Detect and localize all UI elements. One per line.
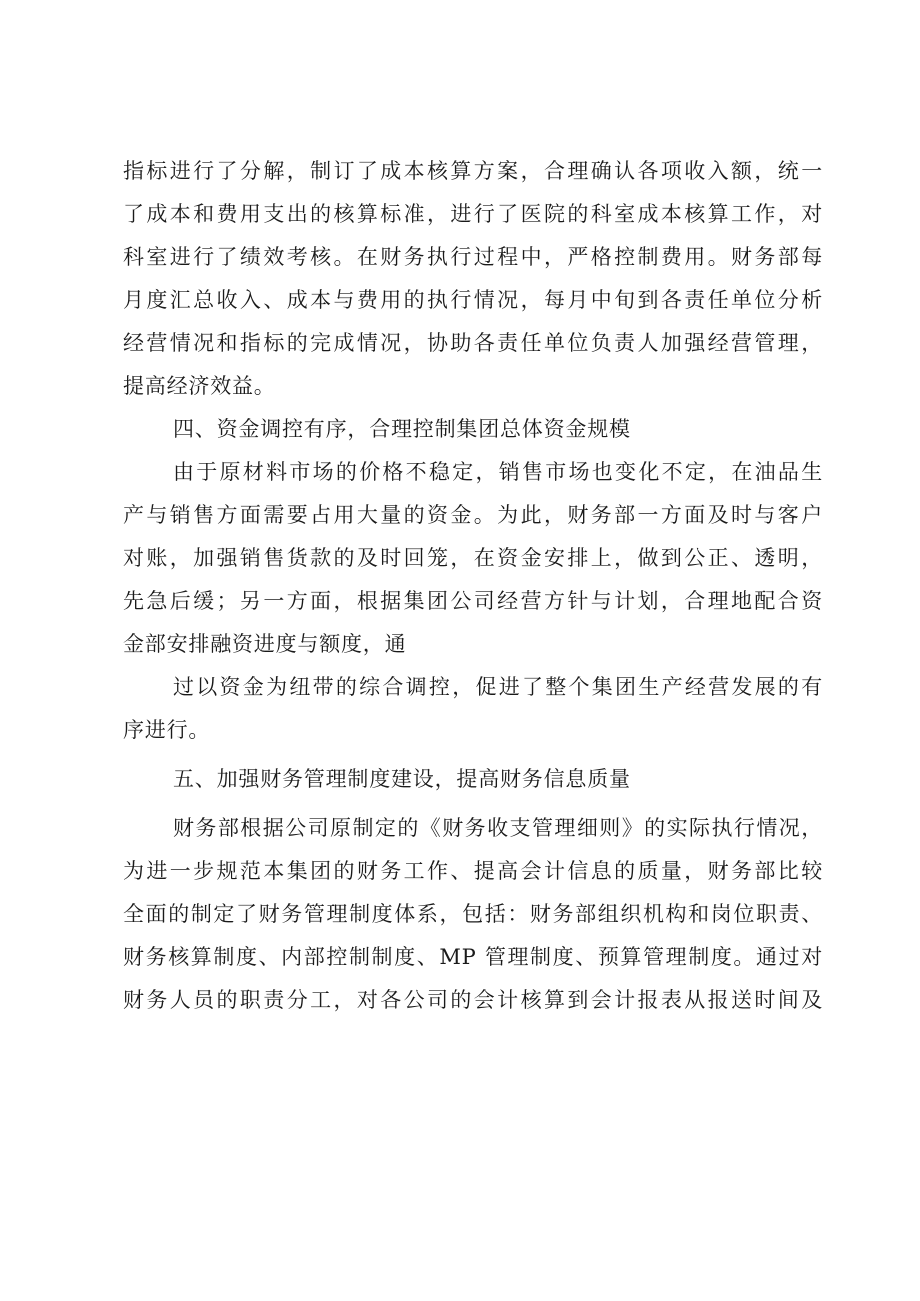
document-body [123, 150, 823, 1022]
paragraph-funds [123, 451, 823, 666]
text-line: 指标进行了分解，制订了成本核算方案，合理确认各项收入额，统一 [123, 159, 823, 183]
text-line: 全面的制定了财务管理制度体系，包括：财务部组织机构和岗位职责、 [123, 902, 823, 926]
section-heading-four: 四、资金调控有序，合理控制集团总体资金规模 [173, 417, 631, 441]
text-line: 财务部根据公司原制定的《财务收支管理细则》的实际执行情况， [173, 816, 823, 840]
text-line: 序进行。 [123, 718, 211, 742]
text-line: 财务核算制度、内部控制制度、MP 管理制度、预算管理制度。通过对 [123, 945, 823, 969]
text-line: 产与销售方面需要占用大量的资金。为此，财务部一方面及时与客户 [123, 503, 823, 527]
text-line: 月度汇总收入、成本与费用的执行情况，每月中旬到各责任单位分析 [123, 288, 823, 312]
text-line: 财务人员的职责分工，对各公司的会计核算到会计报表从报送时间及 [123, 988, 823, 1012]
text-line: 为进一步规范本集团的财务工作、提高会计信息的质量，财务部比较 [123, 859, 823, 883]
text-line: 经营情况和指标的完成情况，协助各责任单位负责人加强经营管理， [123, 331, 823, 355]
paragraph-cost-accounting [123, 150, 823, 408]
text-line: 由于原材料市场的价格不稳定，销售市场也变化不定，在油品生 [173, 460, 823, 484]
text-line: 科室进行了绩效考核。在财务执行过程中，严格控制费用。财务部每 [123, 245, 823, 269]
section-heading-five: 五、加强财务管理制度建设，提高财务信息质量 [173, 767, 631, 791]
text-line: 先急后缓；另一方面，根据集团公司经营方针与计划，合理地配合资 [123, 589, 823, 613]
text-line: 过以资金为纽带的综合调控，促进了整个集团生产经营发展的有 [173, 675, 823, 699]
paragraph-funds-continued [123, 666, 823, 752]
text-line: 对账，加强销售货款的及时回笼，在资金安排上，做到公正、透明， [123, 546, 823, 570]
paragraph-system-construction [123, 807, 823, 1022]
text-line: 金部安排融资进度与额度，通 [123, 632, 407, 656]
text-line: 提高经济效益。 [123, 374, 276, 398]
text-line: 了成本和费用支出的核算标准，进行了医院的科室成本核算工作，对 [123, 202, 823, 226]
